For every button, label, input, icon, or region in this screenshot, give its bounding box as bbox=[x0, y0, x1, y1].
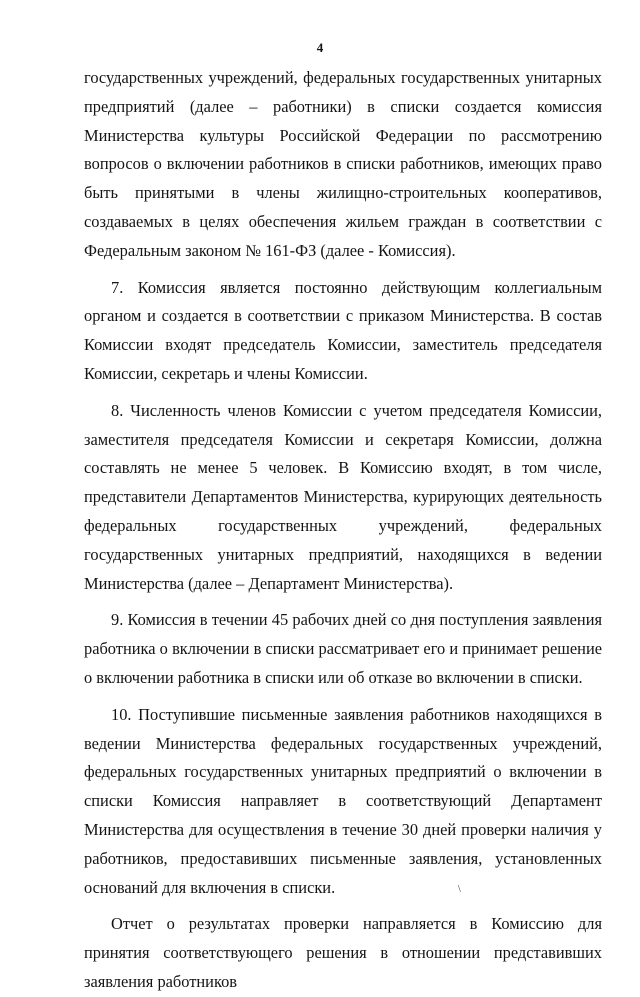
page-number: 4 bbox=[316, 40, 324, 55]
paragraph-item-9: 9. Комиссия в течении 45 рабочих дней со дня поступления заявления работника о включении в списки рассматривает его и принимает решение о включении работника в списки или об отказе во включении в списки. bbox=[84, 610, 602, 687]
document-body bbox=[84, 64, 602, 997]
paragraph-continuation: государственных учреждений, федеральных государственных унитарных предприятий (далее – работники) в списки создается комиссия Министерства культуры Российской Федерации по рассмотрению вопросов о включении работников в списки работников, имеющих право быть принятыми в члены жилищно-строительных кооперативов, создаваемых в целях обеспечения жильем граждан в соответствии с Федеральным законом № 161-ФЗ (далее - Комиссия). bbox=[84, 68, 602, 260]
paragraph-report: Отчет о результатах проверки направляется в Комиссию для принятия соответствующего решения в отношении представивших заявления работников bbox=[84, 914, 602, 991]
footer-mark: \ bbox=[458, 884, 461, 895]
paragraph-item-7: 7. Комиссия является постоянно действующим коллегиальным органом и создается в соответствии с приказом Министерства. В состав Комиссии входят председатель Комиссии, заместитель председателя Комиссии, секретарь и члены Комиссии. bbox=[84, 277, 602, 383]
paragraph-item-8: 8. Численность членов Комиссии с учетом председателя Комиссии, заместителя председателя Комиссии и секретаря Комиссии, должна составлять не менее 5 человек. В Комиссию входят, в том числе, представители Департаментов Министерства, курирующих деятельность федеральных государственных учреждений, федеральных государственных унитарных предприятий, находящихся в ведении Министерства (далее – Департамент Министерства). bbox=[84, 400, 602, 593]
paragraph-item-10: 10. Поступившие письменные заявления работников находящихся в ведении Министерства федеральных государственных учреждений, федеральных государственных унитарных предприятий о включении в списки Комиссия направляет в соответствующий Департамент Министерства для осуществления в течение 30 дней проверки наличия у работников, предоставивших письменные заявления, установленных оснований для включения в списки. bbox=[84, 704, 602, 897]
